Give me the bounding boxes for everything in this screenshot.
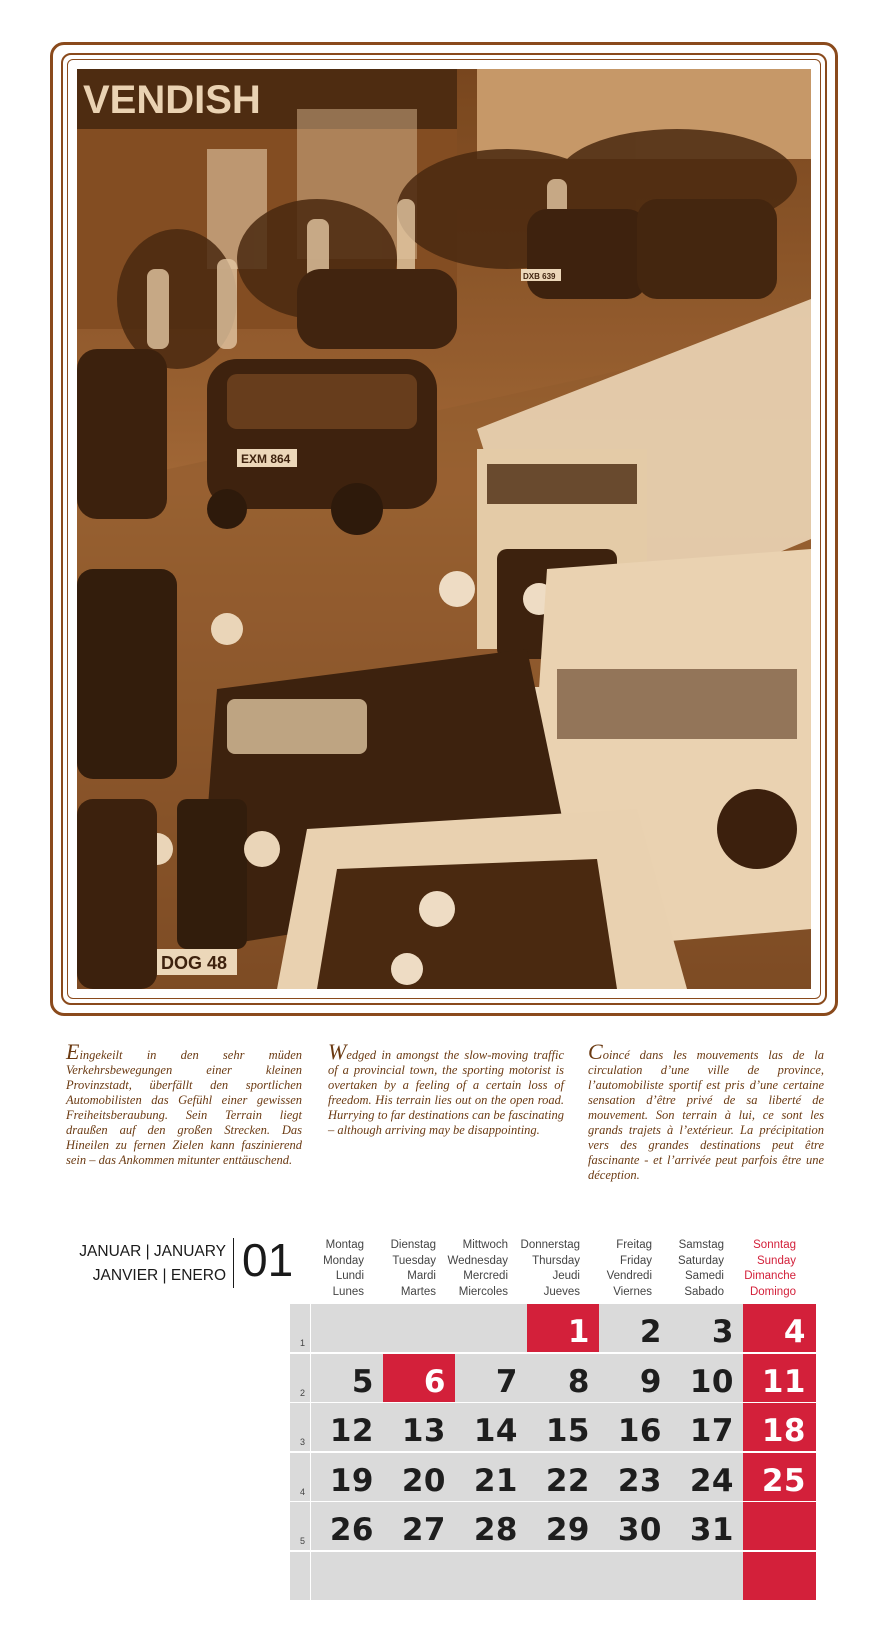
calendar-empty-cell [383,1304,456,1352]
calendar-day-9[interactable]: 9 [599,1354,672,1402]
calendar-day-16[interactable]: 16 [599,1403,672,1451]
drop-cap-de: E [66,1039,80,1064]
weekday-name: Jeudi [552,1270,580,1282]
weekday-name: Jueves [543,1285,580,1298]
week-number: 1 [290,1304,310,1352]
month-name-line1: JANUAR | JANUARY [79,1243,226,1260]
calendar-day-18[interactable]: 18 [743,1403,816,1451]
weekday-name: Miercoles [458,1285,508,1298]
photo-illustration [77,69,811,989]
caption-columns [66,1039,826,1194]
caption-english [328,1039,564,1138]
photo-frame [50,42,838,1016]
calendar-empty-cell [455,1552,528,1600]
caption-en-body: edged in amongst the slow-moving traffic of a provincial town, the sporting motorist is overtaken by a feeling of a certain loss of freedom. His terrain lies out on the open road. Hurrying to far destinations can be fascinating – although arriving may be disappointing. [328,1048,564,1137]
weekday-name: Sabado [684,1285,724,1298]
weekday-name: Mardi [407,1270,436,1282]
weekday-name: Mercredi [463,1270,508,1282]
week-number: 4 [290,1453,310,1501]
plate-2: DXB 639 [523,272,556,281]
weekday-name: Lundi [335,1270,364,1282]
calendar-day-31[interactable]: 31 [671,1502,744,1550]
calendar-day-7[interactable]: 7 [455,1354,528,1402]
calendar-day-17[interactable]: 17 [671,1403,744,1451]
calendar-day-8[interactable]: 8 [527,1354,600,1402]
calendar-day-26[interactable]: 26 [311,1502,384,1550]
calendar-empty-cell [455,1304,528,1352]
weekday-name: Mittwoch [462,1239,508,1251]
caption-french [588,1039,824,1183]
weekday-name: Dimanche [744,1270,796,1282]
month-name-line2: JANVIER | ENERO [92,1267,226,1284]
calendar-empty-cell [743,1552,816,1600]
weekday-header-sunday [706,1238,796,1300]
weekday-name: Dienstag [390,1239,436,1251]
calendar-day-21[interactable]: 21 [455,1453,528,1501]
month-divider [233,1238,234,1288]
weekday-name: Samedi [685,1270,724,1282]
caption-german [66,1039,302,1168]
plate-3: DOG 48 [161,953,228,973]
calendar-day-13[interactable]: 13 [383,1403,456,1451]
caption-de-body: ingekeilt in den sehr müden Verkehrsbewegungen einer kleinen Provinzstadt, überfällt den sportlichen Automobilisten das Gefühl einer gewissen Freiheitsberaubung. Sein Terrain liegt draußen auf den großen Strecken. Das Hineilen zu fernen Zielen kann faszinierend sein – das Ankommen mitunter enttäuschend. [66,1048,302,1167]
calendar-day-14[interactable]: 14 [455,1403,528,1451]
calendar-day-24[interactable]: 24 [671,1453,744,1501]
calendar-day-1[interactable]: 1 [527,1304,600,1352]
calendar-day-30[interactable]: 30 [599,1502,672,1550]
calendar-day-10[interactable]: 10 [671,1354,744,1402]
calendar-day-6[interactable]: 6 [383,1354,456,1402]
vintage-traffic-photo [77,69,811,989]
weekday-name: Freitag [616,1239,652,1251]
calendar-day-5[interactable]: 5 [311,1354,384,1402]
week-number [290,1552,310,1600]
weekday-name: Samstag [678,1239,724,1251]
calendar-day-22[interactable]: 22 [527,1453,600,1501]
caption-fr-body: oincé dans les mouvements las de la circulation d’une ville de province, l’automobiliste sportif est pris d’une certaine sensation d’être privé de sa liberté de mouvement. Son terrain à lui, ce sont les grands trajets à l’extérieur. La précipitation vers des grandes destinations peut être fascinante - et l’arrivée peut parfois être une déception. [588,1048,824,1182]
calendar-empty-cell [311,1552,384,1600]
calendar-day-19[interactable]: 19 [311,1453,384,1501]
weekday-name: Monday [323,1254,364,1267]
drop-cap-en: W [328,1039,347,1064]
weekday-name: Montag [325,1239,364,1251]
weekday-name: Saturday [677,1254,724,1267]
calendar-day-29[interactable]: 29 [527,1502,600,1550]
calendar-day-4[interactable]: 4 [743,1304,816,1352]
weekday-name: Vendredi [606,1270,652,1282]
weekday-name: Martes [400,1285,436,1298]
weekday-name: Thursday [532,1254,580,1267]
calendar-day-12[interactable]: 12 [311,1403,384,1451]
calendar-day-11[interactable]: 11 [743,1354,816,1402]
shop-sign: VENDISH [83,78,261,122]
weekday-name: Donnerstag [520,1239,580,1251]
week-number: 2 [290,1354,310,1402]
weekday-name: Sunday [756,1254,796,1267]
calendar-empty-cell [383,1552,456,1600]
calendar-empty-cell [311,1304,384,1352]
weekday-name: Viernes [613,1285,652,1298]
calendar-day-28[interactable]: 28 [455,1502,528,1550]
calendar-empty-cell [743,1502,816,1550]
calendar-empty-cell [671,1552,744,1600]
drop-cap-fr: C [588,1039,603,1064]
weekday-name: Wednesday [447,1254,508,1267]
weekday-name: Tuesday [392,1254,436,1267]
calendar-empty-cell [527,1552,600,1600]
month-number: 01 [242,1234,294,1286]
calendar-day-20[interactable]: 20 [383,1453,456,1501]
plate-1: EXM 864 [241,452,291,466]
calendar-empty-cell [599,1552,672,1600]
week-number: 5 [290,1502,310,1550]
weekday-name: Domingo [749,1285,796,1298]
weekday-name: Lunes [332,1285,364,1298]
calendar-day-25[interactable]: 25 [743,1453,816,1501]
calendar-day-15[interactable]: 15 [527,1403,600,1451]
weekday-name: Sonntag [753,1239,796,1251]
calendar-day-3[interactable]: 3 [671,1304,744,1352]
calendar-day-23[interactable]: 23 [599,1453,672,1501]
weekday-name: Friday [620,1254,652,1267]
calendar-day-27[interactable]: 27 [383,1502,456,1550]
calendar-day-2[interactable]: 2 [599,1304,672,1352]
week-number: 3 [290,1403,310,1451]
month-name [48,1240,226,1288]
